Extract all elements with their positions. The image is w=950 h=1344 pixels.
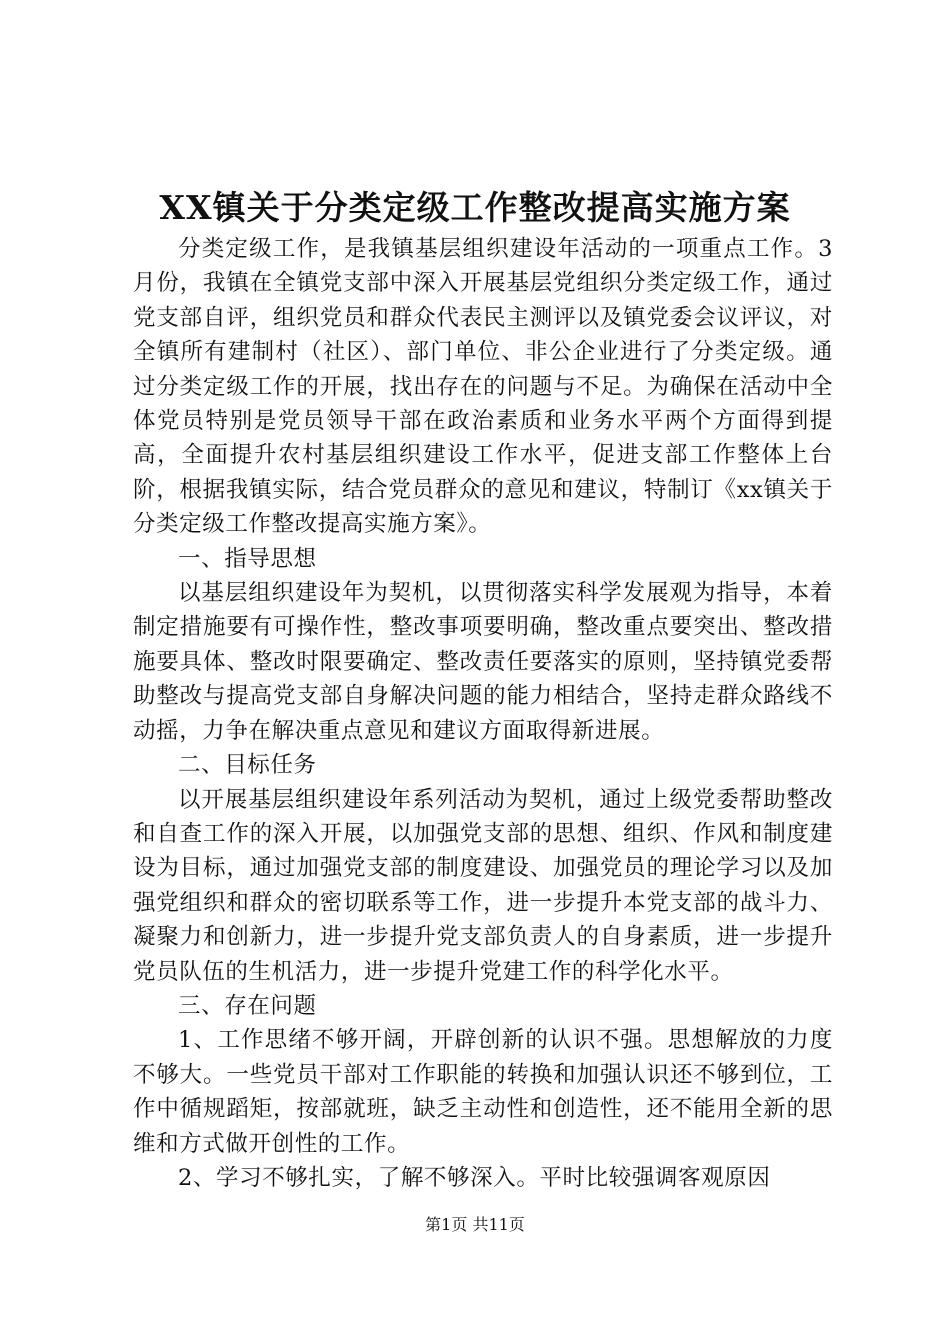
page-footer: 第1页 共11页 — [425, 1215, 525, 1234]
guiding-ideology-paragraph: 以基层组织建设年为契机，以贯彻落实科学发展观为指导，本着制定措施要有可操作性，整改事项要明确，整改重点要突出、整改措施要具体、整改时限要确定、整改责任要落实的原则，坚持镇党委帮助整改与提高党支部自身解决问题的能力相结合，坚持走群众路线不动摇，力争在解决重点意见和建议方面取得新进展。 — [133, 580, 833, 744]
problem-item-2: 2、学习不够扎实，了解不够深入。平时比较强调客观原因 — [178, 1164, 771, 1191]
document-body — [133, 232, 833, 1195]
section-heading-guiding-ideology: 一、指导思想 — [178, 545, 317, 572]
document-title: XX镇关于分类定级工作整改提高实施方案 — [159, 188, 791, 227]
section-heading-problems: 三、存在问题 — [178, 992, 317, 1019]
intro-paragraph: 分类定级工作，是我镇基层组织建设年活动的一项重点工作。3月份，我镇在全镇党支部中深入开展基层党组织分类定级工作，通过党支部自评，组织党员和群众代表民主测评以及镇党委会议评议，对全镇所有建制村（社区）、部门单位、非公企业进行了分类定级。通过分类定级工作的开展，找出存在的问题与不足。为确保在活动中全体党员特别是党员领导干部在政治素质和业务水平两个方面得到提高，全面提升农村基层组织建设工作水平，促进支部工作整体上台阶，根据我镇实际，结合党员群众的意见和建议，特制订《xx镇关于分类定级工作整改提高实施方案》。 — [133, 236, 833, 538]
problem-item-1: 1、工作思绪不够开阔，开辟创新的认识不强。思想解放的力度不够大。一些党员干部对工作职能的转换和加强认识还不够到位，工作中循规蹈矩，按部就班，缺乏主动性和创造性，还不能用全新的思维和方式做开创性的工作。 — [133, 1027, 833, 1157]
goals-paragraph: 以开展基层组织建设年系列活动为契机，通过上级党委帮助整改和自查工作的深入开展，以加强党支部的思想、组织、作风和制度建设为目标，通过加强党支部的制度建设、加强党员的理论学习以及加强党组织和群众的密切联系等工作，进一步提升本党支部的战斗力、凝聚力和创新力，进一步提升党支部负责人的自身素质，进一步提升党员队伍的生机活力，进一步提升党建工作的科学化水平。 — [133, 786, 833, 985]
section-heading-goals: 二、目标任务 — [178, 752, 317, 779]
